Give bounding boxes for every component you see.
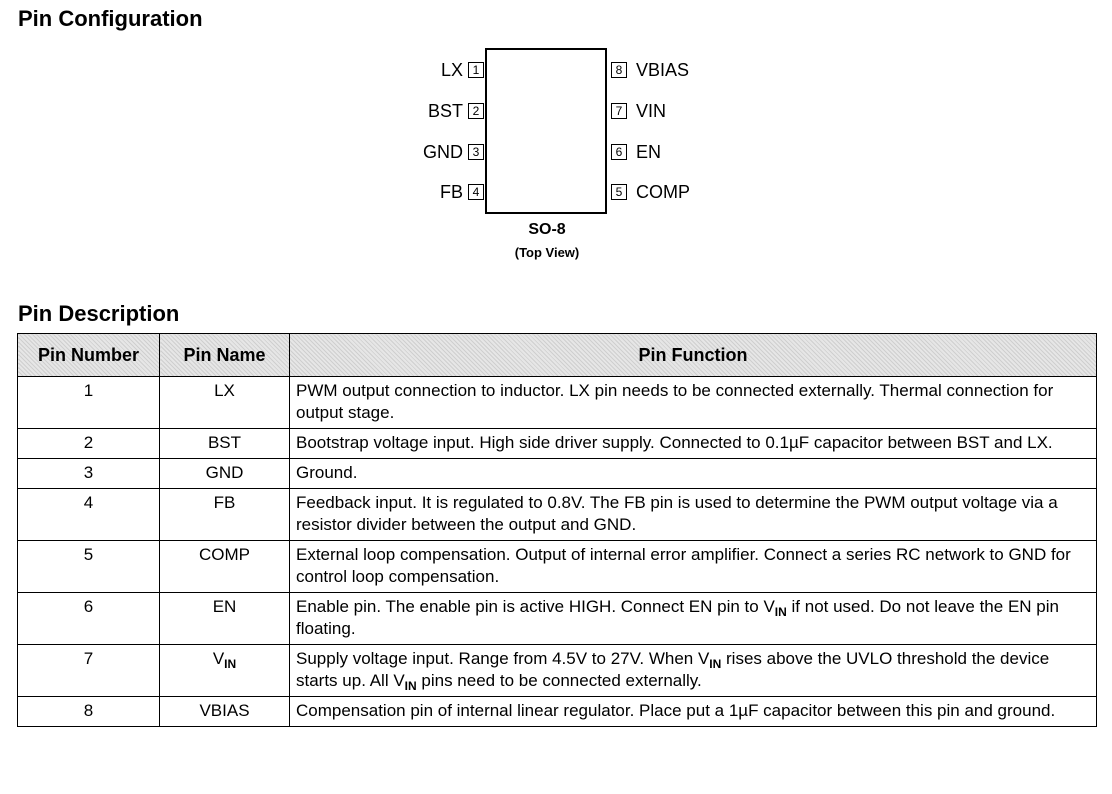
pin-function-cell: Bootstrap voltage input. High side driver supply. Connected to 0.1µF capacitor between BST and LX. — [290, 429, 1097, 459]
pin-function-cell: Ground. — [290, 459, 1097, 489]
pin-number-cell: 7 — [18, 645, 160, 697]
pin-name-cell: VBIAS — [160, 697, 290, 727]
pin-function-cell: Compensation pin of internal linear regulator. Place put a 1µF capacitor between this pin and ground. — [290, 697, 1097, 727]
pin-label: BST — [427, 101, 463, 121]
pin-configuration-title: Pin Configuration — [18, 6, 203, 31]
pin-number-cell: 8 — [18, 697, 160, 727]
pin-label: VIN — [636, 101, 667, 121]
pin-name-cell: $V_{IN}$ — [160, 645, 290, 697]
pin-name-cell: COMP — [160, 541, 290, 593]
pin-description-table — [17, 333, 1097, 727]
table-row — [18, 697, 1097, 727]
pin-name-cell: FB — [160, 489, 290, 541]
header-pin-name: Pin Name — [160, 334, 290, 377]
pin-number-box: 3 — [468, 144, 484, 160]
pin-number-box: 2 — [468, 103, 484, 119]
pin-function-cell: Enable pin. The enable pin is active HIGH. Connect EN pin to $V_{IN}$ if not used. Do not leave the EN pin floating. — [290, 593, 1097, 645]
package-view-label: (Top View) — [514, 245, 580, 260]
table-header-row — [18, 334, 1097, 377]
pin-description-title: Pin Description — [18, 301, 180, 326]
pin-function-cell: Feedback input. It is regulated to 0.8V. The FB pin is used to determine the PWM output voltage via a resistor divider between the output and GND. — [290, 489, 1097, 541]
pin-number-box: 7 — [611, 103, 627, 119]
chip-body — [485, 48, 607, 214]
pin-label: LX — [440, 60, 463, 80]
pin-name-cell: EN — [160, 593, 290, 645]
pin-number-cell: 4 — [18, 489, 160, 541]
table-row — [18, 645, 1097, 697]
pin-number-box: 8 — [611, 62, 627, 78]
pin-number-cell: 1 — [18, 377, 160, 429]
pin-label: GND — [423, 142, 463, 162]
pin-number-cell: 6 — [18, 593, 160, 645]
table-row — [18, 541, 1097, 593]
table-row — [18, 489, 1097, 541]
pin-label: FB — [439, 182, 463, 202]
pin-number-box: 5 — [611, 184, 627, 200]
pin-label: EN — [636, 142, 662, 162]
package-name: SO-8 — [528, 221, 566, 238]
pin-name-cell: LX — [160, 377, 290, 429]
table-row — [18, 459, 1097, 489]
pin-number-box: 1 — [468, 62, 484, 78]
header-pin-number: Pin Number — [18, 334, 160, 377]
pin-name-cell: GND — [160, 459, 290, 489]
table-row — [18, 377, 1097, 429]
pin-number-box: 4 — [468, 184, 484, 200]
header-pin-function: Pin Function — [290, 334, 1097, 377]
pin-function-cell: Supply voltage input. Range from 4.5V to 27V. When $V_{IN}$ rises above the UVLO threshold the device starts up. All $V_{IN}$ pins need to be connected externally. — [290, 645, 1097, 697]
table-row — [18, 429, 1097, 459]
pin-label: COMP — [636, 182, 690, 202]
pin-number-cell: 3 — [18, 459, 160, 489]
table-row — [18, 593, 1097, 645]
pin-name-cell: BST — [160, 429, 290, 459]
pin-function-cell: External loop compensation. Output of internal error amplifier. Connect a series RC network to GND for control loop compensation. — [290, 541, 1097, 593]
pin-number-box: 6 — [611, 144, 627, 160]
pin-number-cell: 5 — [18, 541, 160, 593]
pin-function-cell: PWM output connection to inductor. LX pin needs to be connected externally. Thermal connection for output stage. — [290, 377, 1097, 429]
pin-label: VBIAS — [636, 60, 690, 80]
pin-number-cell: 2 — [18, 429, 160, 459]
